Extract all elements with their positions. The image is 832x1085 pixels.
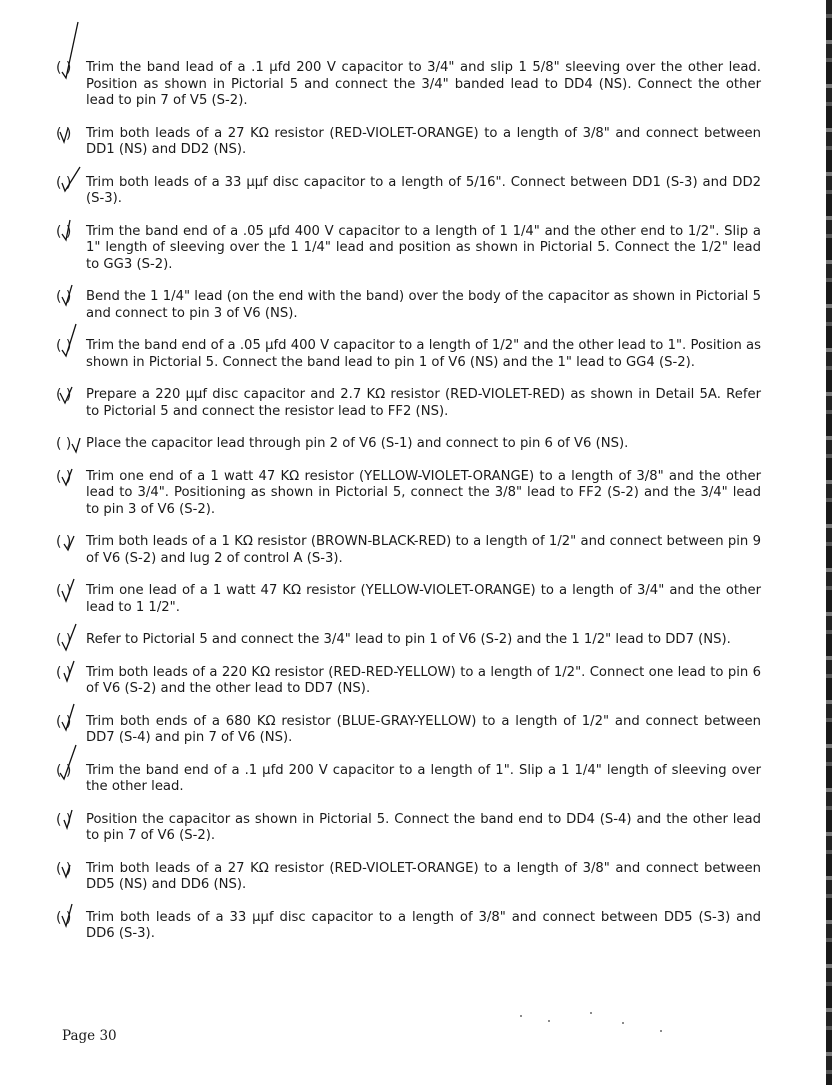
step-text: Refer to Pictorial 5 and connect the 3/4" lead to pin 1 of V6 (S-2) and the 1 1/2" lead to DD7 (NS). [86,632,731,647]
instruction-step [56,665,761,698]
instruction-list [56,60,761,959]
instruction-step [56,583,761,616]
step-text: Trim both leads of a 33 μμf disc capacitor to a length of 3/8" and connect between DD5 (S-3) and DD6 (S-3). [86,909,761,941]
step-text: Trim the band end of a .05 μfd 400 V capacitor to a length of 1 1/4" and the other end to 1/2". Slip a 1" length of sleeving over the 1 1/4" lead and position as shown in Pictorial 5. Connect the 1/2" lead to GG3 (S-2). [86,223,761,272]
instruction-step [56,910,761,943]
scan-speck [622,1022,624,1024]
instruction-step [56,289,761,322]
instruction-step [56,469,761,519]
step-text: Trim both ends of a 680 KΩ resistor (BLUE-GRAY-YELLOW) to a length of 1/2" and connect between DD7 (S-4) and pin 7 of V6 (NS). [86,713,761,745]
instruction-step [56,387,761,420]
step-checkbox[interactable]: ( ) [56,860,72,877]
instruction-step [56,60,761,110]
step-checkbox[interactable]: ( ) [56,387,72,403]
scan-speck [590,1012,592,1014]
instruction-step [56,714,761,747]
step-text: Trim both leads of a 1 KΩ resistor (BROWN-BLACK-RED) to a length of 1/2" and connect between pin 9 of V6 (S-2) and lug 2 of control A (S-3). [86,534,761,566]
step-text: Trim the band end of a .1 μfd 200 V capacitor to a length of 1". Slip a 1 1/4" length of sleeving over the other lead. [86,762,761,794]
step-checkbox[interactable]: ( ) [56,664,72,681]
instruction-step [56,224,761,274]
step-text: Trim one lead of a 1 watt 47 KΩ resistor (YELLOW-VIOLET-ORANGE) to a length of 3/4" and the other lead to 1 1/2". [86,583,761,615]
step-text: Trim the band end of a .05 μfd 400 V capacitor to a length of 1/2" and the other lead to 1". Position as shown in Pictorial 5. Connect the band lead to pin 1 of V6 (NS) and the 1" lead to GG4 (S-2). [86,338,761,370]
scan-speck [520,1015,522,1017]
step-text: Trim the band lead of a .1 μfd 200 V capacitor to 3/4" and slip 1 5/8" sleeving over the other lead. Position as shown in Pictorial 5 and connect the 3/4" banded lead to DD4 (NS). Connect the other lead to pin 7 of V5 (S-2). [86,60,761,108]
step-checkbox[interactable]: ( ) [56,338,72,354]
step-text: Trim one end of a 1 watt 47 KΩ resistor (YELLOW-VIOLET-ORANGE) to a length of 3/8" and the other lead to 3/4". Positioning as shown in Pictorial 5, connect the 3/8" lead to FF2 (S-2) and the 3/4" lead to pin 3 of V6 (S-2). [86,468,761,517]
instruction-step [56,126,761,159]
step-text: Trim both leads of a 27 KΩ resistor (RED-VIOLET-ORANGE) to a length of 3/8" and connect between DD5 (NS) and DD6 (NS). [86,860,761,892]
step-text: Prepare a 220 μμf disc capacitor and 2.7 KΩ resistor (RED-VIOLET-RED) as shown in Detail 5A. Refer to Pictorial 5 and connect the resistor lead to FF2 (NS). [86,387,761,419]
step-checkbox[interactable]: ( ) [56,289,72,305]
step-text: Position the capacitor as shown in Pictorial 5. Connect the band end to DD4 (S-4) and the other lead to pin 7 of V6 (S-2). [86,811,761,843]
step-checkbox[interactable]: ( ) [56,713,72,730]
step-checkbox[interactable]: ( ) [56,811,72,828]
step-checkbox[interactable]: ( ) [56,632,72,648]
step-checkbox[interactable]: ( ) [56,534,72,550]
step-text: Bend the 1 1/4" lead (on the end with the band) over the body of the capacitor as shown in Pictorial 5 and connect to pin 3 of V6 (NS). [86,289,761,321]
step-text: Trim both leads of a 220 KΩ resistor (RED-RED-YELLOW) to a length of 1/2". Connect one lead to pin 6 of V6 (S-2) and the other lead to DD7 (NS). [86,664,761,696]
step-checkbox[interactable]: ( ) [56,223,72,240]
step-checkbox[interactable]: ( ) [56,174,72,191]
step-checkbox[interactable]: ( ) [56,583,72,599]
scan-speck [660,1030,662,1032]
step-checkbox[interactable]: ( ) [56,762,72,779]
step-text: Trim both leads of a 27 KΩ resistor (RED-VIOLET-ORANGE) to a length of 3/8" and connect between DD1 (NS) and DD2 (NS). [86,125,761,157]
instruction-step [56,175,761,208]
instruction-step [56,632,761,649]
step-text: Place the capacitor lead through pin 2 of V6 (S-1) and connect to pin 6 of V6 (NS). [86,436,629,451]
instruction-step [56,534,761,567]
scan-edge-shadow [826,0,832,1085]
instruction-step [56,861,761,894]
instruction-step [56,812,761,845]
step-checkbox[interactable]: ( ) [56,468,72,485]
step-checkbox[interactable]: ( ) [56,909,72,926]
instruction-step [56,436,761,453]
step-checkbox[interactable]: ( ) [56,125,72,142]
page-number: Page 30 [62,1028,117,1044]
step-checkbox[interactable]: ( ) [56,60,72,76]
step-text: Trim both leads of a 33 μμf disc capacitor to a length of 5/16". Connect between DD1 (S-3) and DD2 (S-3). [86,174,761,206]
instruction-step [56,338,761,371]
step-checkbox[interactable]: ( ) [56,436,72,452]
scan-speck [548,1020,550,1022]
instruction-step [56,763,761,796]
